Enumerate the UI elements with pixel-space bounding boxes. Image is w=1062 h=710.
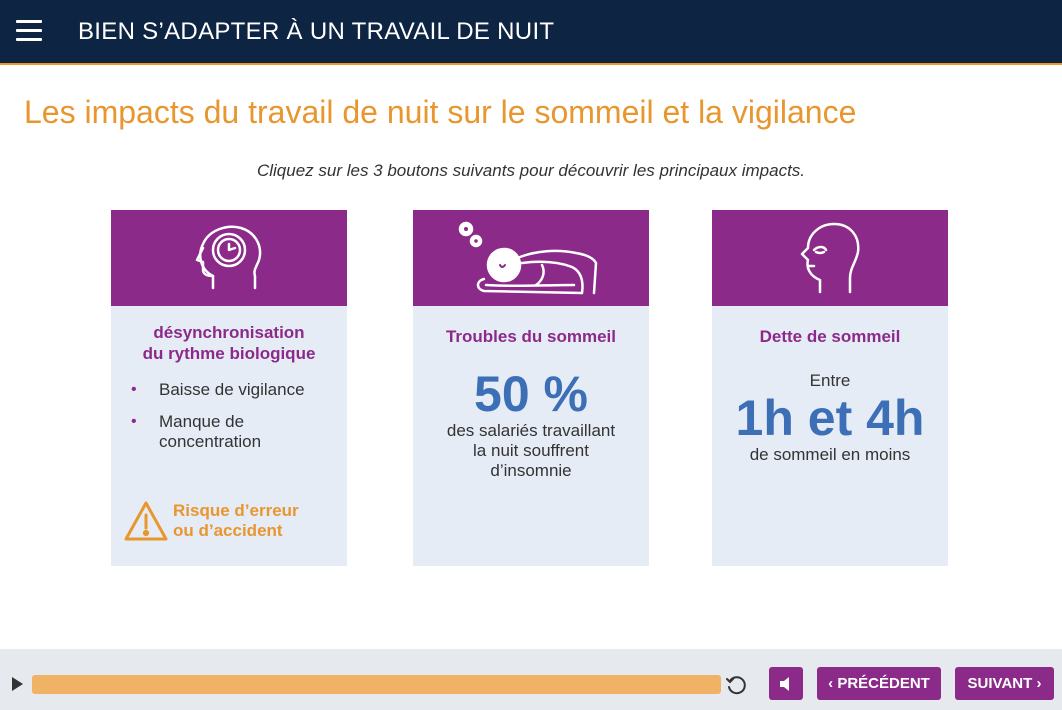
menu-icon[interactable] (16, 20, 42, 42)
card-title (111, 322, 347, 364)
bullet-text: Baisse de vigilance (159, 380, 305, 399)
risk-line: Risque d’erreur (173, 501, 299, 520)
stat-value: 1h et 4h (735, 390, 925, 446)
impact-card-dette-sommeil[interactable] (712, 210, 948, 566)
risk-text (173, 501, 299, 541)
chevron-right-icon: › (1032, 675, 1042, 692)
risk-warning (123, 500, 299, 542)
warning-icon (123, 500, 169, 542)
impact-card-desynchronisation[interactable] (111, 210, 347, 566)
player-bar (0, 649, 1062, 710)
course-title: BIEN S’ADAPTER À UN TRAVAIL DE NUIT (78, 18, 555, 45)
stat-description-line: d’insomnie (490, 461, 572, 480)
instructions-text: Cliquez sur les 3 boutons suivants pour découvrir les principaux impacts. (256, 161, 806, 180)
previous-button[interactable] (817, 667, 941, 700)
stat-description-line: des salariés travaillant (446, 421, 616, 440)
card-title: Troubles du sommeil (445, 327, 617, 346)
stat-description: de sommeil en moins (749, 445, 911, 464)
speaker-icon (778, 676, 794, 692)
head-clock-icon (189, 218, 269, 298)
sleeping-person-icon (456, 215, 606, 301)
bullet-icon: • (131, 413, 137, 430)
top-bar (0, 0, 1062, 65)
list-item (131, 412, 311, 452)
risk-line: ou d’accident (173, 521, 283, 540)
bullet-text: Manque de concentration (159, 412, 262, 451)
impact-card-troubles-sommeil[interactable] (413, 210, 649, 566)
progress-bar[interactable] (32, 675, 721, 694)
list-item (131, 380, 311, 400)
card-title: Dette de sommeil (759, 327, 901, 346)
page-title: Les impacts du travail de nuit sur le sommeil et la vigilance (24, 94, 857, 130)
previous-button-label: PRÉCÉDENT (837, 675, 930, 692)
next-button-label: SUIVANT (967, 675, 1033, 692)
stat-description (413, 421, 649, 481)
next-button[interactable] (955, 667, 1054, 700)
card-header (712, 210, 948, 306)
chevron-left-icon: ‹ (828, 675, 838, 692)
bullet-icon: • (131, 381, 137, 398)
stat-value: 50 % (474, 366, 588, 422)
stat-description-line: la nuit souffrent (473, 441, 589, 460)
card-header (413, 210, 649, 306)
card-header (111, 210, 347, 306)
card-title-line: désynchronisation (153, 323, 305, 342)
tired-head-icon (790, 218, 870, 298)
card-title-line: du rythme biologique (142, 344, 316, 363)
play-icon[interactable] (12, 677, 23, 691)
replay-icon[interactable] (725, 674, 747, 696)
sound-button[interactable] (769, 667, 803, 700)
stat-intro: Entre (809, 371, 851, 390)
bullet-list (111, 380, 347, 452)
